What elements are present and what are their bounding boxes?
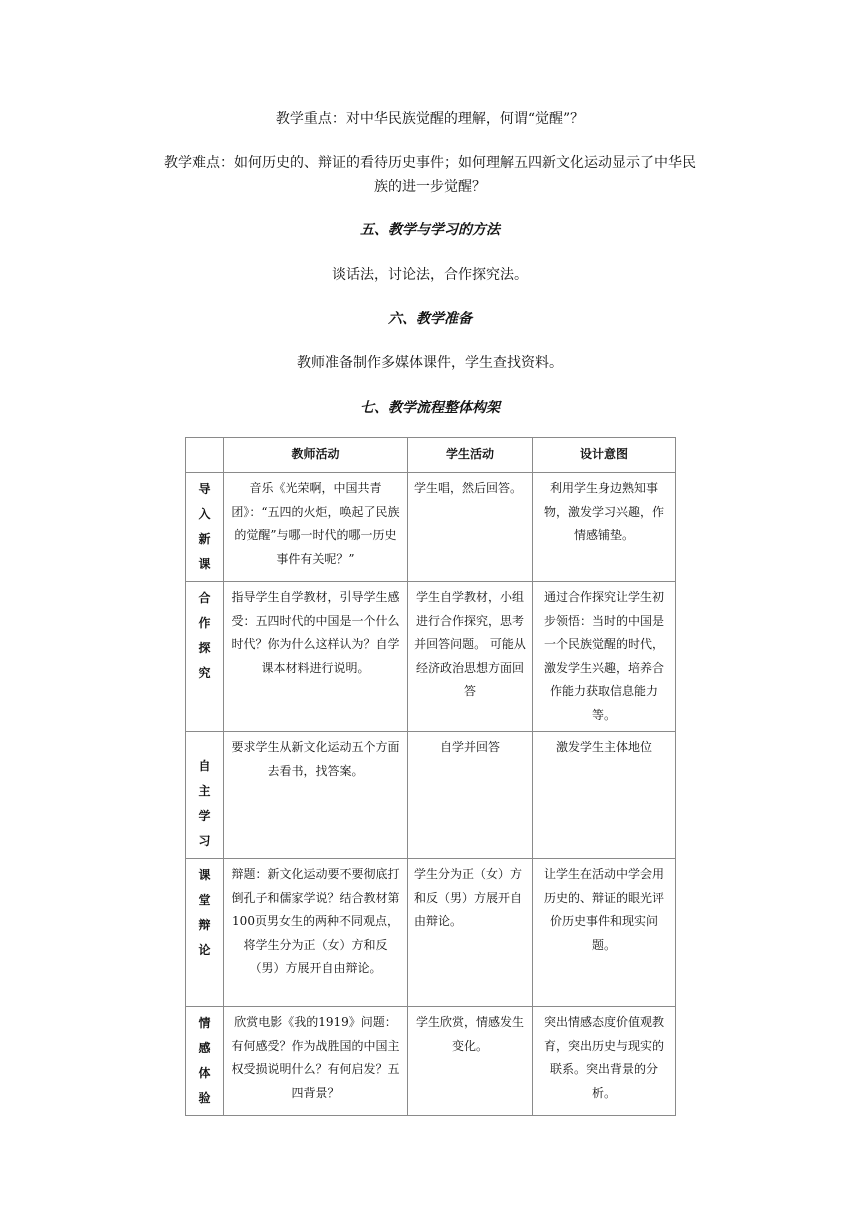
table-row <box>186 582 676 732</box>
stage-char: 堂 <box>198 893 211 907</box>
stage-char: 自 <box>198 759 211 773</box>
student-activity: 学生分为正（女）方和反（男）方展开自由辩论。 <box>408 859 533 1007</box>
student-activity: 自学并回答 <box>408 732 533 859</box>
stage-char: 感 <box>198 1041 211 1055</box>
stage-char: 究 <box>198 666 211 680</box>
stage-char: 入 <box>198 507 211 521</box>
table-row <box>186 1007 676 1116</box>
key-point: 教学重点：对中华民族觉醒的理解，何谓“觉醒”？ <box>275 111 585 127</box>
stage-cell <box>186 582 224 732</box>
table-row <box>186 732 676 859</box>
teacher-activity: 欣赏电影《我的1919》问题：有何感受？作为战胜国的中国主权受损说明什么？有何启发？五四背景？ <box>224 1007 408 1116</box>
stage-char: 课 <box>198 868 211 882</box>
design-intent: 激发学生主体地位 <box>533 732 676 859</box>
student-activity: 学生唱，然后回答。 <box>408 473 533 582</box>
section5-text: 谈话法，讨论法，合作探究法。 <box>332 267 528 283</box>
teacher-activity: 音乐《光荣啊，中国共青团》：“五四的火炬，唤起了民族的觉醒”与哪一时代的哪一历史事件有关呢？” <box>224 473 408 582</box>
teacher-activity: 要求学生从新文化运动五个方面去看书，找答案。 <box>224 732 408 859</box>
stage-char: 验 <box>198 1091 211 1105</box>
design-intent: 突出情感态度价值观教育，突出历史与现实的联系。突出背景的分析。 <box>533 1007 676 1116</box>
stage-cell <box>186 1007 224 1116</box>
stage-char: 学 <box>198 809 211 823</box>
stage-char: 作 <box>198 616 211 630</box>
stage-char: 课 <box>198 557 211 571</box>
design-intent: 通过合作探究让学生初步领悟：当时的中国是一个民族觉醒的时代，激发学生兴趣，培养合作能力获取信息能力等。 <box>533 582 676 732</box>
stage-cell <box>186 732 224 859</box>
stage-char: 体 <box>198 1066 211 1080</box>
header-student: 学生活动 <box>408 438 533 473</box>
design-intent: 利用学生身边熟知事物，激发学习兴趣，作情感铺垫。 <box>533 473 676 582</box>
header-teacher: 教师活动 <box>224 438 408 473</box>
stage-char: 主 <box>198 784 211 798</box>
stage-cell <box>186 859 224 1007</box>
section5-title: 五、教学与学习的方法 <box>360 222 500 238</box>
section6-title: 六、教学准备 <box>388 311 472 327</box>
header-stage <box>186 438 224 473</box>
teacher-activity: 辩题：新文化运动要不要彻底打倒孔子和儒家学说？结合教材第100页男女生的两种不同观点，将学生分为正（女）方和反（男）方展开自由辩论。 <box>224 859 408 1007</box>
table-row <box>186 859 676 1007</box>
table-header-row <box>186 438 676 473</box>
stage-char: 合 <box>198 591 211 605</box>
difficult-point: 教学难点：如何历史的、辩证的看待历史事件；如何理解五四新文化运动显示了中华民族的进一步觉醒？ <box>164 155 696 195</box>
student-activity: 学生自学教材，小组进行合作探究，思考并回答问题。 可能从经济政治思想方面回答 <box>408 582 533 732</box>
teaching-flow-table <box>185 437 676 1116</box>
stage-char: 新 <box>198 532 211 546</box>
stage-char: 辩 <box>198 918 211 932</box>
student-activity: 学生欣赏，情感发生变化。 <box>408 1007 533 1116</box>
header-intent: 设计意图 <box>533 438 676 473</box>
section7-title: 七、教学流程整体构架 <box>360 400 500 416</box>
table-row <box>186 473 676 582</box>
teacher-activity: 指导学生自学教材，引导学生感受：五四时代的中国是一个什么时代？你为什么这样认为？自学课本材料进行说明。 <box>224 582 408 732</box>
stage-char: 导 <box>198 482 211 496</box>
stage-char: 情 <box>198 1016 211 1030</box>
design-intent: 让学生在活动中学会用历史的、辩证的眼光评价历史事件和现实问题。 <box>533 859 676 1007</box>
stage-cell <box>186 473 224 582</box>
stage-char: 论 <box>198 943 211 957</box>
stage-char: 探 <box>198 641 211 655</box>
section6-text: 教师准备制作多媒体课件，学生查找资料。 <box>297 355 563 371</box>
stage-char: 习 <box>198 834 211 848</box>
